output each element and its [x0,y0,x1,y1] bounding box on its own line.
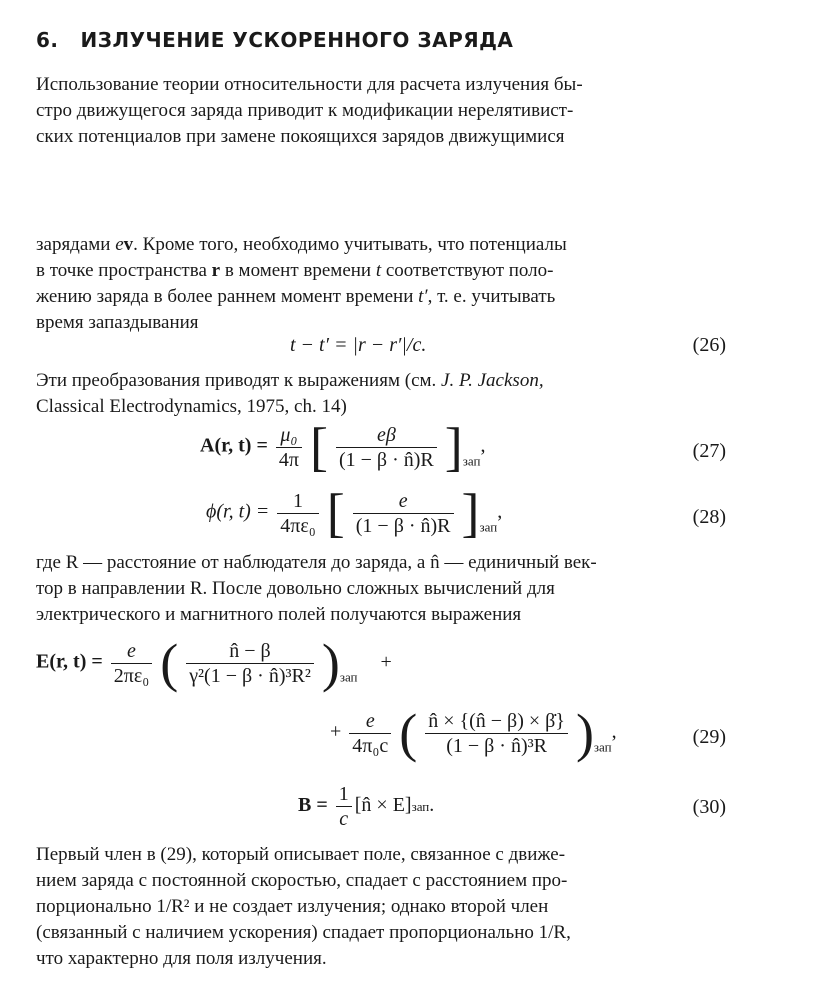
paragraph-line: (связанный с наличием ускорения) спадает пропорционально 1/R, [36,922,571,943]
paragraph-line: Эти преобразования приводят к выражениям (см. J. P. Jackson, [36,370,544,391]
equation-26: t − t′ = |r − r′|/c. [290,334,427,356]
paragraph-line: электрического и магнитного полей получаются выражения [36,604,522,625]
paragraph-line: нием заряда с постоянной скоростью, спадает с расстоянием про- [36,870,568,891]
closing-paragraph [36,842,752,972]
intro-line: стро движущегося заряда приводит к модификации нерелятивист- [36,100,574,121]
paragraph-4 [36,550,752,628]
paragraph-2 [36,232,752,336]
equation-number-28: (28) [692,506,726,528]
equation-number-27: (27) [692,440,726,462]
paragraph-line: порционально 1/R² и не создает излучения; однако второй член [36,896,549,917]
paragraph-line: время запаздывания [36,312,199,333]
paragraph-line: зарядами ev. Кроме того, необходимо учитывать, что потенциалы [36,234,567,255]
section-heading [36,28,513,52]
equation-number-26: (26) [692,334,726,356]
equation-29-line-2: + $\frac{e}{\text{4π₀c}}$ ( $\frac{n̂ \times \{(n̂ - \beta) \times \betȧ\}}{\text{(1 − β · n̂)³R}}$ )$_{зап}$, [330,703,617,763]
intro-line: Использование теории относительности для расчета излучения бы- [36,74,583,95]
equation-30: B = $\frac{1}{c}$ [n̂ × E]зап. [298,783,435,830]
section-title: ИЗЛУЧЕНИЕ УСКОРЕННОГО ЗАРЯДА [80,28,514,52]
equation-28: ϕ(r, t) = $\frac{1}{\text{4πε₀}}$ [ $\frac{e}{(1 - \beta \cdot n̂)R}$ ]$_{зап}$, [206,483,503,543]
paragraph-line: что характерно для поля излучения. [36,948,327,969]
intro-line: ских потенциалов при замене покоящихся зарядов движущимися [36,126,565,147]
equation-number-30: (30) [692,796,726,818]
paragraph-line: в точке пространства r в момент времени t соответствуют поло- [36,260,554,281]
equation-29-line-1: E(r, t) = $\frac{e}{\text{2πε₀}}$ ( $\frac{n̂ - \beta}{\text{γ²(1 − β · n̂)³R²}}$ )$_{зап}$ + [36,633,392,693]
paragraph-line: где R — расстояние от наблюдателя до заряда, а n̂ — единичный век- [36,552,597,573]
intro-paragraph [36,72,752,150]
paragraph-line: жению заряда в более раннем момент времени t′, т. е. учитывать [36,286,556,307]
equation-27: A(r, t) = $\frac{\text{μ₀}}{4\pi}$ [ $\frac{e\beta}{(1 - \beta \cdot n̂)R}$ ]$_{зап}$, [200,417,486,477]
section-number: 6. [36,28,59,52]
paragraph-line: Classical Electrodynamics, 1975, ch. 14) [36,396,347,417]
equation-number-29: (29) [692,726,726,748]
paragraph-3 [36,368,752,420]
paragraph-line: тор в направлении R. После довольно сложных вычислений для [36,578,555,599]
paragraph-line: Первый член в (29), который описывает поле, связанное с движе- [36,844,566,865]
